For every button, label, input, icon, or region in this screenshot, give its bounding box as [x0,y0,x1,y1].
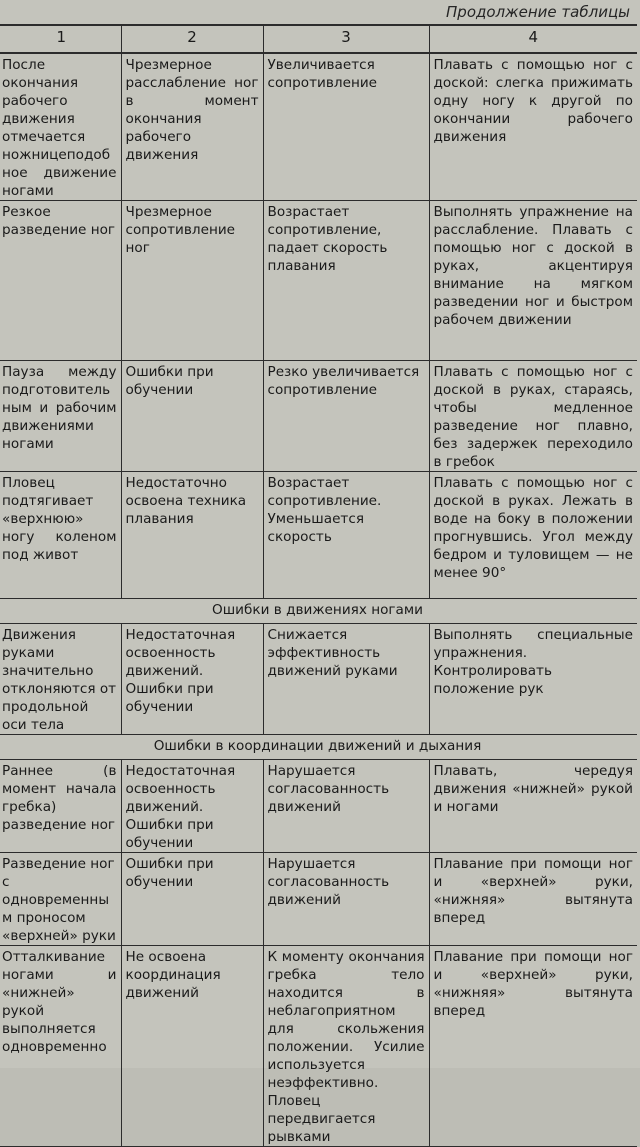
correction-cell: Выполнять упражнение на расслабление. Плавать с помощью ног с доской в руках, акцентируя внимание на мягком разведении ног и быстром рабочем движении [429,201,637,361]
table-row [0,53,637,201]
swimming-errors-table [0,24,637,1147]
column-header-1: 1 [0,25,121,53]
section-heading-row [0,735,637,760]
consequence-cell: Возрастает сопротивление, падает скорость плавания [263,201,429,361]
cause-cell: Чрезмерное расслабление ног в момент окончания рабочего движения [121,53,263,201]
table-row [0,946,637,1147]
section-heading: Ошибки в движениях ногами [0,599,637,624]
table-header-row [0,25,637,53]
consequence-cell: Нарушается согласованность движений [263,853,429,946]
error-cell: Пауза между подготовительным и рабочим движениями ногами [0,361,121,472]
table-continuation-caption: Продолжение таблицы [446,3,630,21]
column-header-3: 3 [263,25,429,53]
section-heading: Ошибки в координации движений и дыхания [0,735,637,760]
correction-cell: Плавание при помощи ног и «верхней» руки, «нижняя» вытянута вперед [429,853,637,946]
cause-cell: Ошибки при обучении [121,361,263,472]
table-row [0,624,637,735]
error-cell: Пловец подтягивает «верхнюю» ногу коленом под живот [0,472,121,599]
section-heading-row [0,599,637,624]
error-cell: Движения руками значительно отклоняются от продольной оси тела [0,624,121,735]
table-row [0,760,637,853]
table-row [0,472,637,599]
consequence-cell: Снижается эффективность движений руками [263,624,429,735]
cause-cell: Недостаточная освоенность движений. Ошибки при обучении [121,760,263,853]
consequence-cell: Возрастает сопротивление. Уменьшается скорость [263,472,429,599]
table-row [0,853,637,946]
consequence-cell: Нарушается согласованность движений [263,760,429,853]
table-row [0,361,637,472]
correction-cell: Выполнять специальные упражнения. Контролировать положение рук [429,624,637,735]
error-cell: После окончания рабочего движения отмечается ножницеподобное движение ногами [0,53,121,201]
correction-cell: Плавать с помощью ног с доской в руках, стараясь, чтобы медленное разведение ног плавно, без задержек переходило в гребок [429,361,637,472]
cause-cell: Недостаточная освоенность движений. Ошибки при обучении [121,624,263,735]
consequence-cell: Резко увеличивается сопротивление [263,361,429,472]
correction-cell: Плавать, чередуя движения «нижней» рукой и ногами [429,760,637,853]
error-cell: Раннее (в момент начала гребка) разведение ног [0,760,121,853]
cause-cell: Не освоена координация движений [121,946,263,1147]
error-cell: Отталкивание ногами и «нижней» рукой выполняется одновременно [0,946,121,1147]
column-header-2: 2 [121,25,263,53]
cause-cell: Ошибки при обучении [121,853,263,946]
error-cell: Разведение ног с одновременным проносом «верхней» руки [0,853,121,946]
cause-cell: Недостаточно освоена техника плавания [121,472,263,599]
column-header-4: 4 [429,25,637,53]
correction-cell: Плавать с помощью ног с доской в руках. Лежать в воде на боку в положении прогнувшись. Угол между бедром и туловищем — не менее 90° [429,472,637,599]
cause-cell: Чрезмерное сопротивление ног [121,201,263,361]
error-cell: Резкое разведение ног [0,201,121,361]
correction-cell: Плавание при помощи ног и «верхней» руки, «нижняя» вытянута вперед [429,946,637,1147]
table-row [0,201,637,361]
correction-cell: Плавать с помощью ног с доской: слегка прижимать одну ногу к другой по окончании рабочего движения [429,53,637,201]
consequence-cell: Увеличивается сопротивление [263,53,429,201]
consequence-cell: К моменту окончания гребка тело находится в неблагоприятном для скольжения положении. Усилие используется неэффективно. Пловец передвигается рывками [263,946,429,1147]
